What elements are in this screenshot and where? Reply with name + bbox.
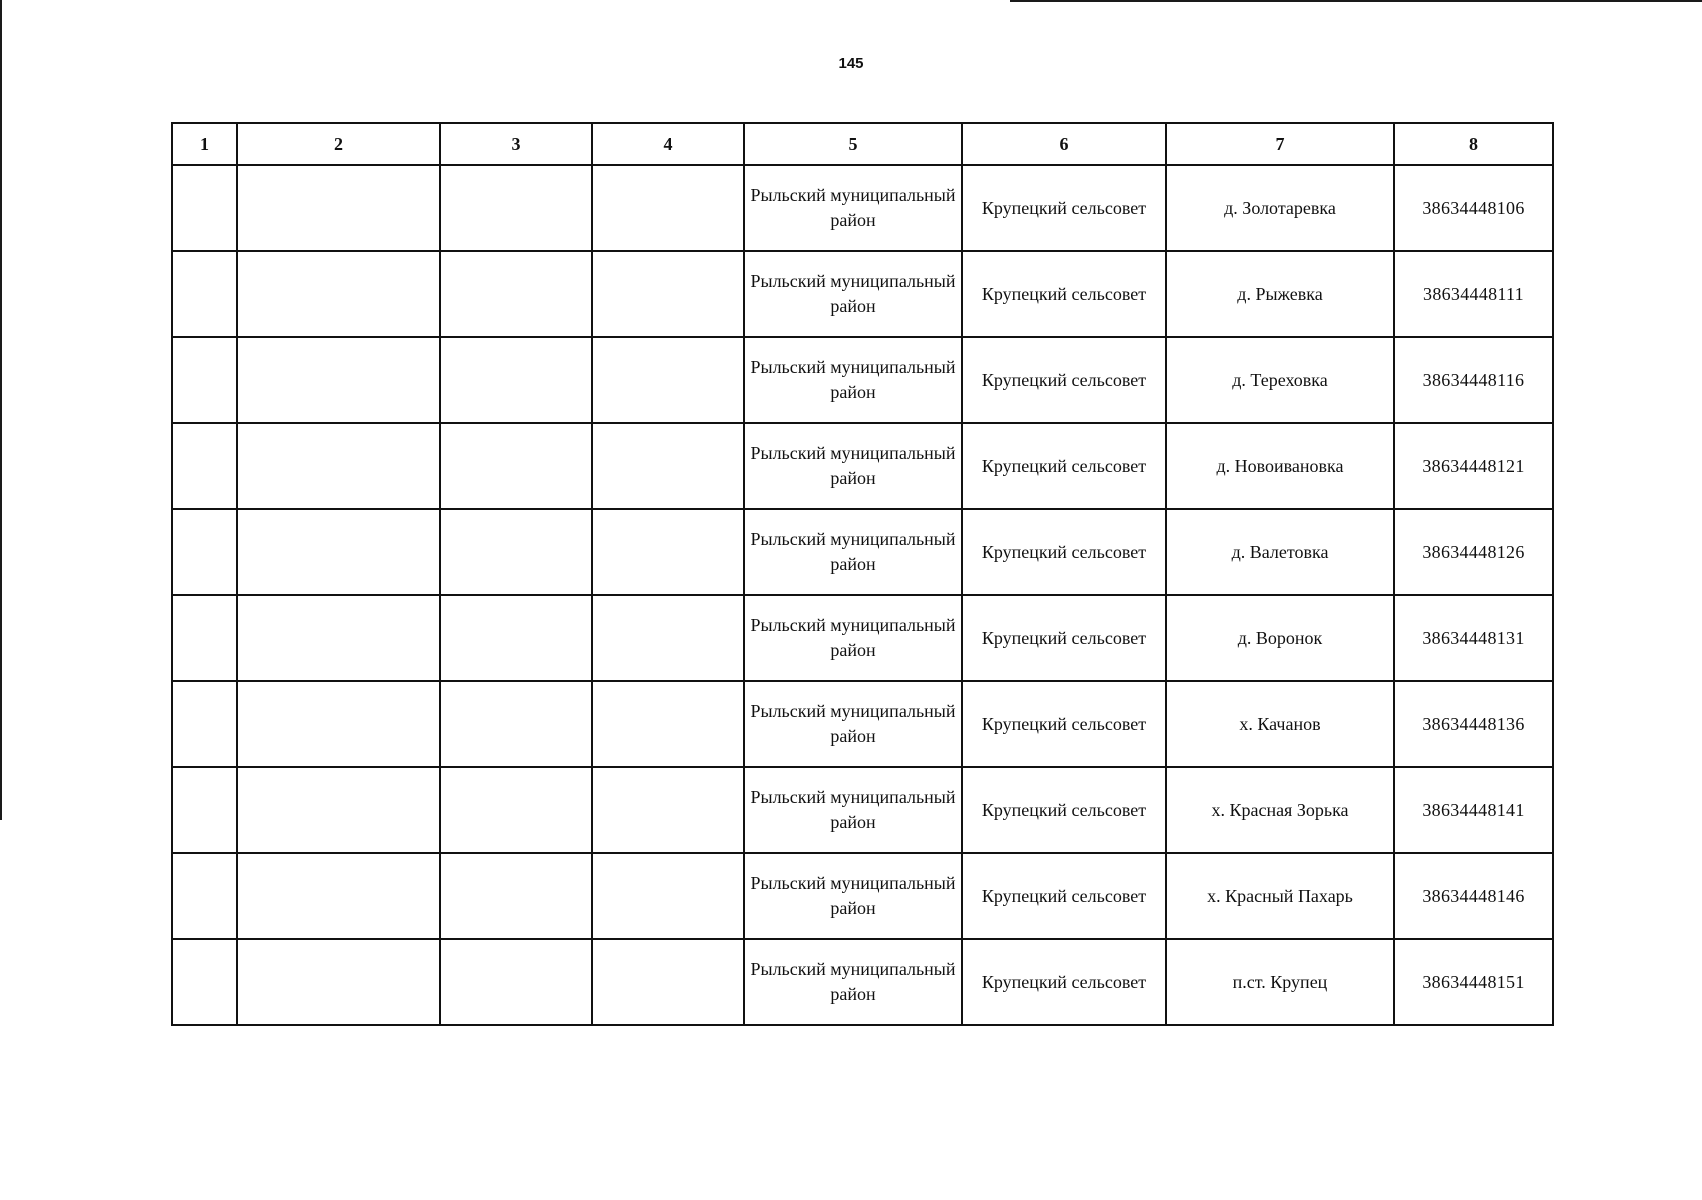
table-row: [172, 767, 1553, 853]
cell-code: 38634448141: [1394, 767, 1553, 853]
cell-col3: [440, 595, 592, 681]
cell-council: Крупецкий сельсовет: [962, 165, 1166, 251]
cell-settlement: х. Качанов: [1166, 681, 1394, 767]
cell-district: Рыльский муниципальный район: [744, 509, 962, 595]
cell-col3: [440, 251, 592, 337]
cell-col2: [237, 595, 440, 681]
registry-table: [171, 122, 1554, 1026]
cell-col2: [237, 423, 440, 509]
cell-code: 38634448116: [1394, 337, 1553, 423]
column-header: 1: [172, 123, 237, 165]
cell-col4: [592, 853, 744, 939]
cell-col1: [172, 595, 237, 681]
cell-council: Крупецкий сельсовет: [962, 509, 1166, 595]
cell-council: Крупецкий сельсовет: [962, 423, 1166, 509]
cell-council: Крупецкий сельсовет: [962, 337, 1166, 423]
cell-col2: [237, 509, 440, 595]
cell-col1: [172, 939, 237, 1025]
column-header: 4: [592, 123, 744, 165]
cell-code: 38634448121: [1394, 423, 1553, 509]
cell-settlement: д. Валетовка: [1166, 509, 1394, 595]
scan-edge-left: [0, 0, 2, 820]
cell-col1: [172, 165, 237, 251]
cell-council: Крупецкий сельсовет: [962, 939, 1166, 1025]
column-header: 3: [440, 123, 592, 165]
table-row: [172, 509, 1553, 595]
column-header: 6: [962, 123, 1166, 165]
cell-col1: [172, 423, 237, 509]
cell-district: Рыльский муниципальный район: [744, 767, 962, 853]
cell-col2: [237, 767, 440, 853]
cell-col4: [592, 939, 744, 1025]
cell-council: Крупецкий сельсовет: [962, 853, 1166, 939]
cell-col1: [172, 509, 237, 595]
table-row: [172, 939, 1553, 1025]
cell-council: Крупецкий сельсовет: [962, 767, 1166, 853]
cell-code: 38634448136: [1394, 681, 1553, 767]
cell-district: Рыльский муниципальный район: [744, 251, 962, 337]
cell-col2: [237, 853, 440, 939]
table-row: [172, 595, 1553, 681]
table-row: [172, 681, 1553, 767]
cell-col3: [440, 939, 592, 1025]
column-header: 8: [1394, 123, 1553, 165]
cell-col1: [172, 681, 237, 767]
cell-settlement: д. Тереховка: [1166, 337, 1394, 423]
cell-col2: [237, 939, 440, 1025]
table-row: [172, 337, 1553, 423]
cell-col3: [440, 681, 592, 767]
cell-col4: [592, 767, 744, 853]
cell-col2: [237, 681, 440, 767]
column-header: 7: [1166, 123, 1394, 165]
cell-district: Рыльский муниципальный район: [744, 853, 962, 939]
cell-settlement: х. Красная Зорька: [1166, 767, 1394, 853]
cell-code: 38634448151: [1394, 939, 1553, 1025]
cell-col4: [592, 165, 744, 251]
cell-col1: [172, 767, 237, 853]
cell-col2: [237, 165, 440, 251]
table-row: [172, 423, 1553, 509]
cell-col3: [440, 337, 592, 423]
header-row: [172, 123, 1553, 165]
cell-district: Рыльский муниципальный район: [744, 423, 962, 509]
cell-col1: [172, 251, 237, 337]
cell-district: Рыльский муниципальный район: [744, 939, 962, 1025]
cell-col4: [592, 423, 744, 509]
cell-settlement: д. Воронок: [1166, 595, 1394, 681]
cell-code: 38634448111: [1394, 251, 1553, 337]
table-row: [172, 165, 1553, 251]
cell-col4: [592, 681, 744, 767]
cell-col4: [592, 509, 744, 595]
cell-col3: [440, 423, 592, 509]
cell-code: 38634448106: [1394, 165, 1553, 251]
cell-code: 38634448131: [1394, 595, 1553, 681]
cell-district: Рыльский муниципальный район: [744, 595, 962, 681]
cell-col3: [440, 767, 592, 853]
cell-settlement: х. Красный Пахарь: [1166, 853, 1394, 939]
cell-col1: [172, 337, 237, 423]
cell-col2: [237, 251, 440, 337]
cell-col1: [172, 853, 237, 939]
cell-district: Рыльский муниципальный район: [744, 337, 962, 423]
column-header: 2: [237, 123, 440, 165]
cell-council: Крупецкий сельсовет: [962, 251, 1166, 337]
cell-settlement: п.ст. Крупец: [1166, 939, 1394, 1025]
cell-col4: [592, 337, 744, 423]
cell-col3: [440, 853, 592, 939]
page-number: 145: [838, 55, 864, 72]
column-header: 5: [744, 123, 962, 165]
cell-col3: [440, 165, 592, 251]
table-row: [172, 251, 1553, 337]
cell-code: 38634448126: [1394, 509, 1553, 595]
cell-col3: [440, 509, 592, 595]
table-row: [172, 853, 1553, 939]
cell-code: 38634448146: [1394, 853, 1553, 939]
cell-col4: [592, 251, 744, 337]
cell-council: Крупецкий сельсовет: [962, 681, 1166, 767]
cell-district: Рыльский муниципальный район: [744, 681, 962, 767]
cell-district: Рыльский муниципальный район: [744, 165, 962, 251]
cell-settlement: д. Новоивановка: [1166, 423, 1394, 509]
scan-edge-top: [1010, 0, 1702, 2]
cell-council: Крупецкий сельсовет: [962, 595, 1166, 681]
cell-settlement: д. Рыжевка: [1166, 251, 1394, 337]
cell-col2: [237, 337, 440, 423]
cell-col4: [592, 595, 744, 681]
cell-settlement: д. Золотаревка: [1166, 165, 1394, 251]
